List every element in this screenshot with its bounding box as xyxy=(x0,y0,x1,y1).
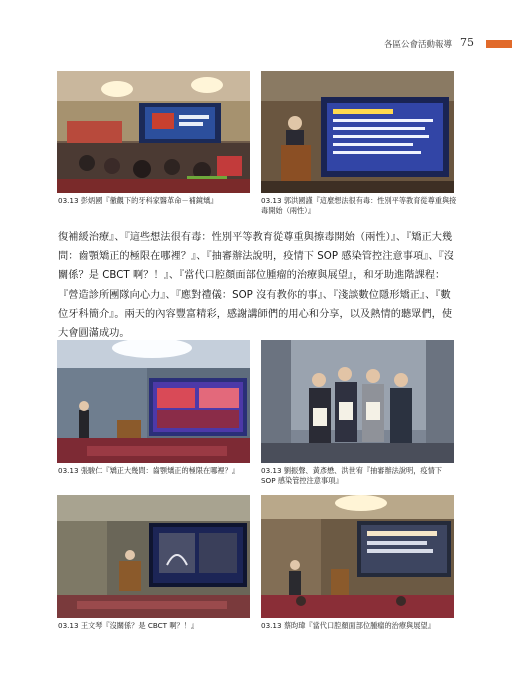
photo-group-speakers xyxy=(261,340,454,463)
header-title: 各區公會活動報導 xyxy=(383,40,452,50)
photo-caption-1: 03.13 彭炳國『徹觀下的牙科家醫革命－補鏡矯』 xyxy=(58,196,218,205)
page-header xyxy=(0,36,512,56)
page-number: 75 xyxy=(460,36,474,49)
photo-lecture-hall-5 xyxy=(57,495,250,618)
photo-lecture-hall-1 xyxy=(57,71,250,193)
header-accent-bar xyxy=(486,40,512,48)
photo-caption-5: 03.13 王文琴『沒關係？是 CBCT 啊？！』 xyxy=(58,621,199,630)
photo-lecture-hall-3 xyxy=(57,340,250,463)
photo-lecture-hall-6 xyxy=(261,495,454,618)
photo-caption-4: 03.13 劉振聲、黃彥懋、洪世宥『抽審辦法說明，疫情下 SOP 感染管控注意事項』 xyxy=(261,466,442,485)
article-body: 復補緩治療』、『這些想法很有毒：性別平等教育從尊重與擦毒開始（兩性）』、『矯正大幾問：齒顎矯正的極限在哪裡？』、『抽審辦法說明，疫情下 SOP 感染管控注意事項』、『沒關係？是 CBCT 啊？！』、『當代口腔顏面部位腫瘤的治療與展望』，和牙助進階課程：『營造診所團隊向心力』、『應對禮儀：SOP 沒有教你的事』、『淺談數位隱形矯正』、『數位牙科簡介』。兩天的內容豐富精彩，感謝講師們的用心和分享，以及熱情的聽眾們，使大會圓滿成功。 xyxy=(58,232,454,340)
photo-caption-2: 03.13 郭洪國謹『這麼想法很有毒：性別平等教育從尊重與接毒開始（兩性）』 xyxy=(261,196,457,215)
photo-caption-6: 03.13 蔡昀瑋『當代口腔顏面部位腫瘤的治療與展望』 xyxy=(261,621,435,630)
photo-caption-3: 03.13 張駿仁『矯正大幾問：齒顎矯正的極限在哪裡？』 xyxy=(58,466,239,475)
photo-lecture-hall-2 xyxy=(261,71,454,193)
